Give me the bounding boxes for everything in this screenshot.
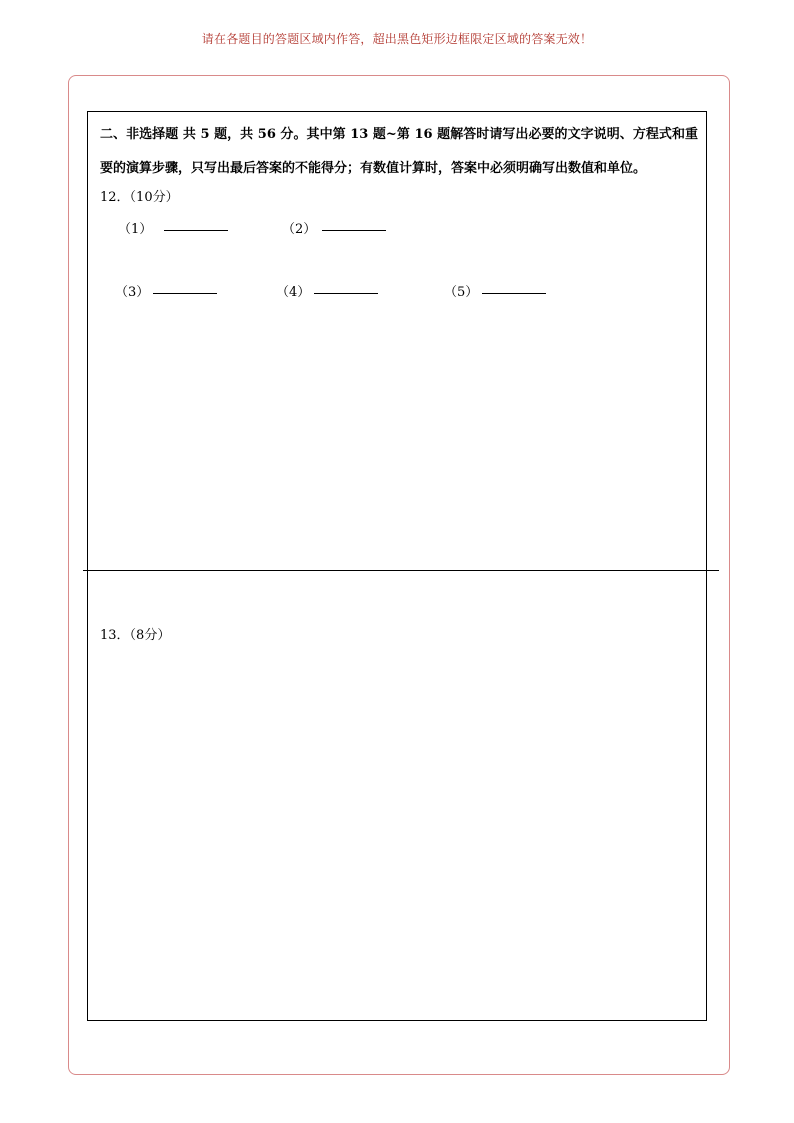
q12-blank-3-line[interactable] xyxy=(153,281,217,294)
q12-blank-1[interactable] xyxy=(118,218,228,237)
q12-blank-1-label: （1） xyxy=(118,222,153,237)
section-instructions: 二、非选择题 共 5 题，共 56 分。其中第 13 题~第 16 题解答时请写出必要的文字说明、方程式和重要的演算步骤，只写出最后答案的不能得分；有数值计算时，答案中必须明确写出数值和单位。 xyxy=(100,127,698,176)
question-12-title: 12．（10分） xyxy=(100,190,179,205)
q12-blank-5-label: （5） xyxy=(444,285,479,300)
q12-blank-2[interactable] xyxy=(282,218,386,237)
answer-region-divider xyxy=(83,570,719,571)
q12-blank-2-label: （2） xyxy=(282,222,317,237)
q12-blank-1-line[interactable] xyxy=(164,218,228,231)
q12-blank-5-line[interactable] xyxy=(482,281,546,294)
q12-blank-2-line[interactable] xyxy=(322,218,386,231)
q12-blank-4[interactable] xyxy=(276,281,378,300)
q12-blank-3-label: （3） xyxy=(115,285,150,300)
q12-blank-3[interactable] xyxy=(115,281,217,300)
q12-blank-4-label: （4） xyxy=(276,285,311,300)
q12-blank-4-line[interactable] xyxy=(314,281,378,294)
answer-area-notice: 请在各题目的答题区域内作答，超出黑色矩形边框限定区域的答案无效！ xyxy=(201,32,593,46)
q12-blank-5[interactable] xyxy=(444,281,546,300)
answer-region-box xyxy=(87,111,707,1021)
question-13-title: 13．（8分） xyxy=(100,628,171,643)
